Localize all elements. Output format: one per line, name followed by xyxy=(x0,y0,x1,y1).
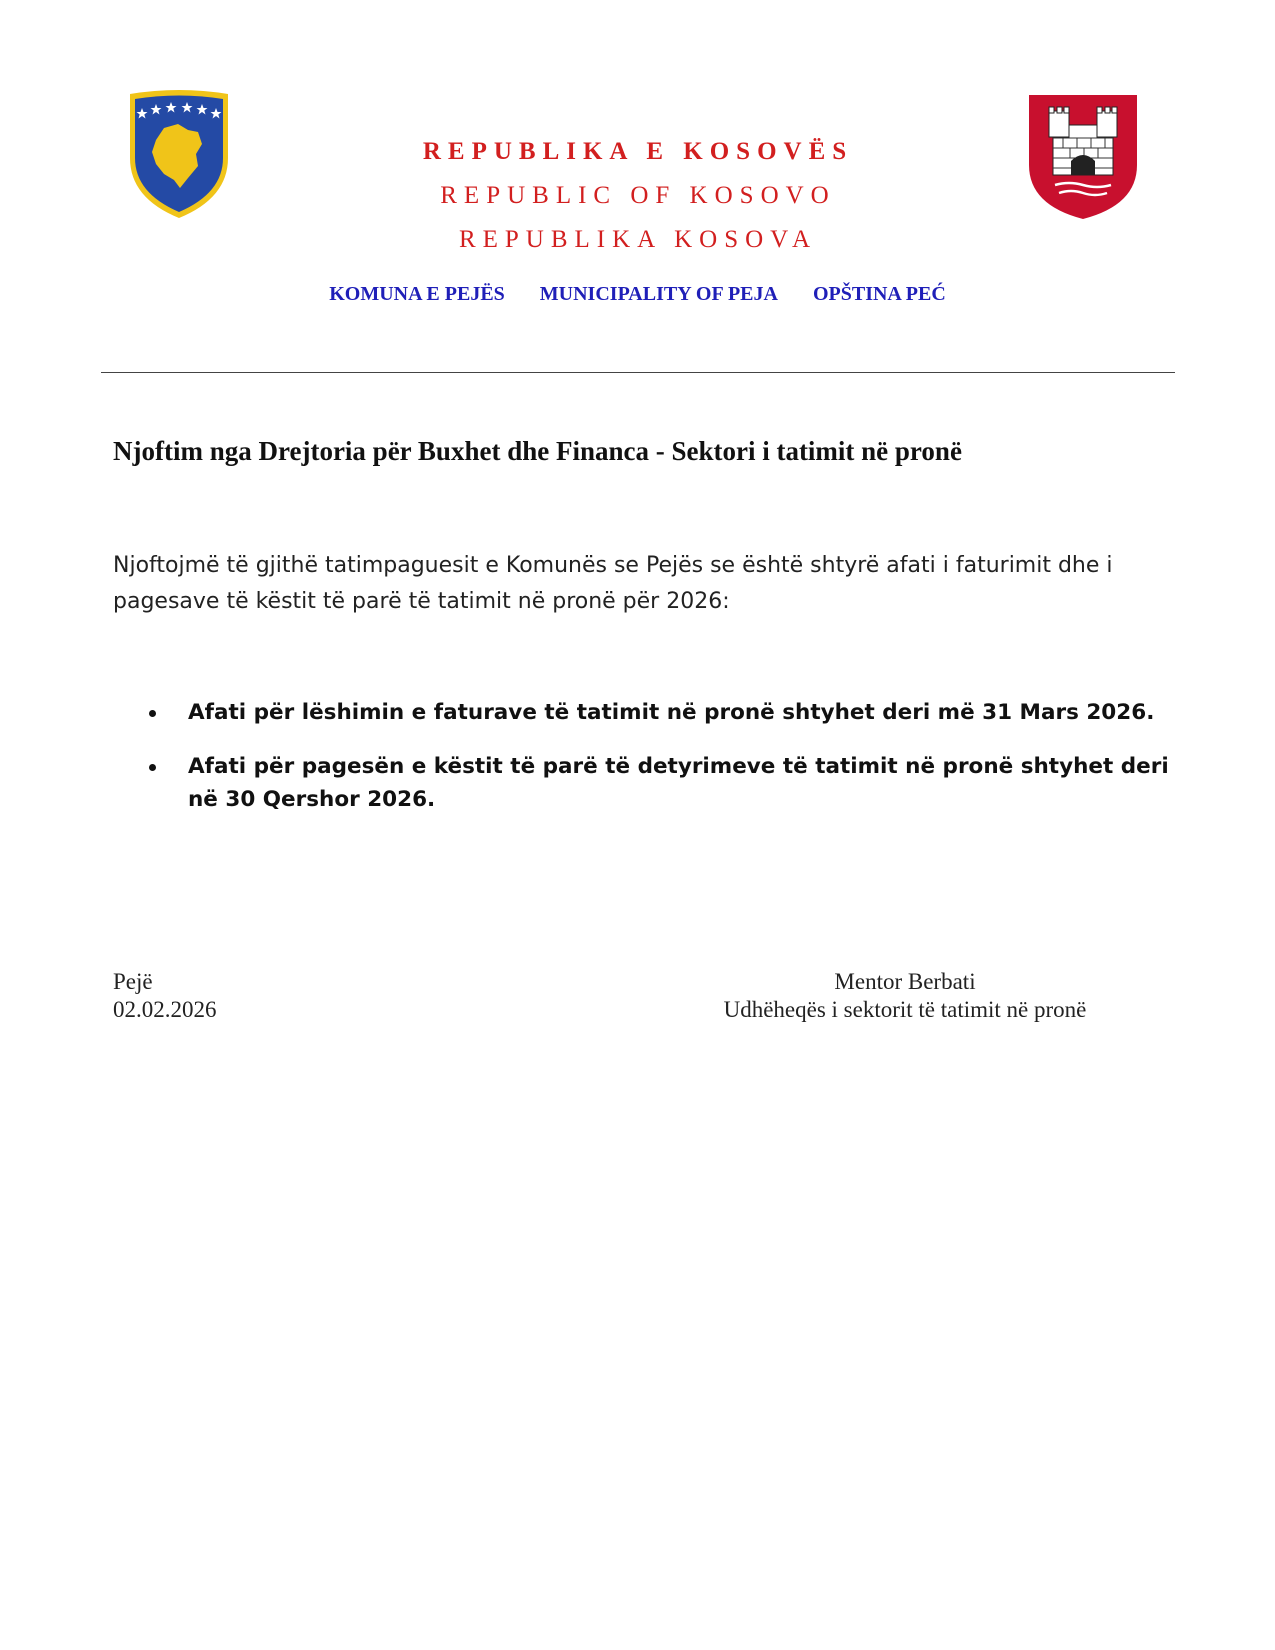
signatory-name: Mentor Berbati xyxy=(834,969,976,994)
date: 02.02.2026 xyxy=(113,997,217,1022)
municipality-albanian: KOMUNA E PEJËS xyxy=(329,283,505,305)
notice-list xyxy=(113,696,1173,837)
municipality-serbian: OPŠTINA PEĆ xyxy=(812,283,946,305)
municipality-english: MUNICIPALITY OF PEJA xyxy=(539,283,778,305)
signatory-title: Udhëheqës i sektorit të tatimit në pronë xyxy=(723,997,1087,1022)
header-divider xyxy=(101,372,1175,373)
peja-coat-of-arms-icon xyxy=(1027,93,1139,221)
municipality-names xyxy=(0,283,1275,306)
list-item-text: Afati për lëshimin e faturave të tatimit në pronë shtyhet deri më 31 Mars 2026. xyxy=(188,700,1155,725)
bullet-icon xyxy=(149,764,156,771)
place-date xyxy=(113,968,217,1024)
list-item xyxy=(113,696,1173,729)
list-item xyxy=(113,750,1173,816)
list-item-text: Afati për pagesën e këstit të parë të detyrimeve të tatimit në pronë shtyhet deri në 30 Qershor 2026. xyxy=(188,754,1169,812)
signature-block xyxy=(700,968,1110,1024)
notice-intro: Njoftojmë të gjithë tatimpaguesit e Komunës se Pejës se është shtyrë afati i faturimit dhe i pagesave të këstit të parë të tatimit në pronë për 2026: xyxy=(113,553,1113,614)
place: Pejë xyxy=(113,969,153,994)
notice-title: Njoftim nga Drejtoria për Buxhet dhe Financa - Sektori i tatimit në pronë xyxy=(113,436,962,466)
republic-serbian: REPUBLIKA KOSOVA xyxy=(458,226,818,253)
republic-english: REPUBLIC OF KOSOVO xyxy=(440,182,836,209)
republic-albanian: REPUBLIKA E KOSOVËS xyxy=(422,138,854,165)
bullet-icon xyxy=(149,710,156,717)
